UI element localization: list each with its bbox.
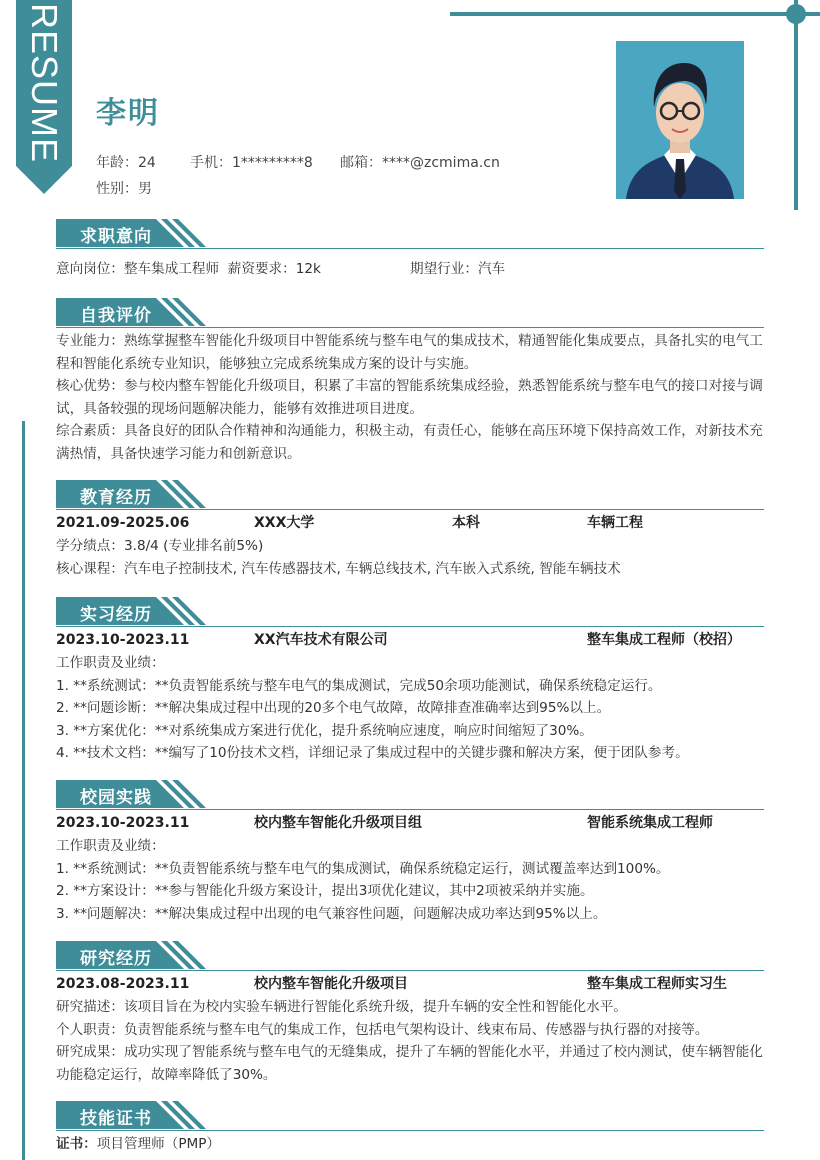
school-name: XXX大学 [254, 515, 315, 531]
research-line: 研究描述：该项目旨在为校内实验车辆进行智能化系统升级，提升车辆的安全性和智能化水平。 [56, 999, 627, 1015]
research-role: 整车集成工程师实习生 [587, 976, 727, 992]
education-body [56, 510, 764, 580]
resume-ribbon-text: RESUME [24, 2, 65, 163]
section-title: 技能证书 [80, 1109, 152, 1129]
section-campus-practice [56, 780, 764, 925]
left-divider-line [22, 421, 25, 1160]
internship-period: 2023.10-2023.11 [56, 632, 190, 648]
section-header [56, 597, 764, 627]
section-internship [56, 597, 764, 765]
eval-paragraph: 综合素质：具备良好的团队合作精神和沟通能力，积极主动，有责任心，能够在高压环境下保持高效工作，对新技术充满热情，具备快速学习能力和创新意识。 [56, 423, 763, 462]
desired-position: 意向岗位：整车集成工程师 [56, 261, 220, 277]
desired-industry: 期望行业：汽车 [410, 261, 506, 277]
top-divider-line [450, 12, 820, 16]
section-research [56, 941, 764, 1086]
eval-paragraph: 核心优势：参与校内整车智能化升级项目，积累了丰富的智能系统集成经验，熟悉智能系统与整车电气的接口对接与调试，具备较强的现场问题解决能力，能够有效推进项目进度。 [56, 378, 763, 417]
campus-body [56, 810, 764, 925]
section-title: 教育经历 [80, 488, 152, 508]
research-summary-row [56, 973, 764, 996]
education-summary-row [56, 512, 764, 535]
gpa-line: 学分绩点：3.8/4 (专业排名前5%) [56, 538, 264, 554]
eval-paragraph: 专业能力：熟练掌握整车智能化升级项目中智能系统与整车电气的集成技术，精通智能化集成要点，具备扎实的电气工程和智能化系统专业知识，能够独立完成系统集成方案的设计与实施。 [56, 333, 763, 372]
duty-item: 4. **技术文档：**编写了10份技术文档，详细记录了集成过程中的关键步骤和解决方案，便于团队参考。 [56, 745, 689, 761]
certificate-value: 项目管理师（PMP） [96, 1136, 221, 1152]
section-header [56, 480, 764, 510]
right-divider-line [794, 0, 798, 210]
research-line: 个人职责：负责智能系统与整车电气的集成工作，包括电气架构设计、线束布局、传感器与执行器的对接等。 [56, 1021, 709, 1038]
section-job-intent [56, 219, 764, 281]
research-line: 研究成果：成功实现了智能系统与整车电气的无缝集成，提升了车辆的智能化水平，并通过了校内测试，使车辆智能化功能稳定运行，故障率降低了30%。 [56, 1044, 763, 1083]
company-name: XX汽车技术有限公司 [254, 632, 388, 648]
section-education [56, 480, 764, 580]
candidate-name: 李明 [96, 96, 160, 131]
campus-period: 2023.10-2023.11 [56, 815, 190, 831]
duty-heading: 工作职责及业绩： [56, 655, 165, 671]
duty-item: 2. **问题诊断：**解决集成过程中出现的20多个电气故障，故障排查准确率达到95%以上。 [56, 700, 611, 716]
section-header [56, 941, 764, 971]
section-header [56, 219, 764, 249]
section-skills [56, 1101, 764, 1156]
section-header [56, 1101, 764, 1131]
phone-field: 手机：1*********8 [190, 155, 313, 171]
internship-body [56, 627, 764, 765]
internship-summary-row [56, 629, 764, 652]
section-title: 校园实践 [80, 788, 152, 808]
duty-item: 1. **系统测试：**负责智能系统与整车电气的集成测试，确保系统稳定运行，测试覆盖率达到100%。 [56, 860, 670, 877]
project-name: 校内整车智能化升级项目 [254, 976, 408, 992]
major: 车辆工程 [587, 515, 643, 531]
gender-field: 性别：男 [96, 181, 152, 197]
section-title: 研究经历 [80, 949, 152, 969]
courses-line: 核心课程：汽车电子控制技术, 汽车传感器技术, 车辆总线技术, 汽车嵌入式系统, 智能车辆技术 [56, 560, 621, 577]
campus-summary-row [56, 812, 764, 835]
duty-item: 3. **问题解决：**解决集成过程中出现的电气兼容性问题，问题解决成功率达到95%以上。 [56, 905, 607, 922]
internship-role: 整车集成工程师（校招） [587, 632, 741, 648]
skills-body [56, 1131, 764, 1156]
education-period: 2021.09-2025.06 [56, 515, 190, 531]
basic-info-row-2 [96, 178, 182, 198]
research-body [56, 971, 764, 1086]
organization-name: 校内整车智能化升级项目组 [254, 815, 422, 831]
self-evaluation-body [56, 328, 764, 465]
basic-info-row-1 [96, 152, 530, 172]
degree: 本科 [452, 515, 480, 531]
duty-heading: 工作职责及业绩： [56, 838, 165, 854]
age-field: 年龄：24 [96, 155, 156, 171]
job-intent-body [56, 249, 764, 281]
section-title: 求职意向 [80, 227, 152, 247]
section-header [56, 780, 764, 810]
corner-dot [786, 4, 806, 24]
certificate-label: 证书： [56, 1136, 97, 1152]
campus-role: 智能系统集成工程师 [587, 815, 713, 831]
duty-item: 3. **方案优化：**对系统集成方案进行优化，提升系统响应速度，响应时间缩短了30%。 [56, 722, 593, 739]
salary-expectation: 薪资要求：12k [227, 261, 321, 277]
section-title: 自我评价 [80, 306, 152, 326]
certificate-line [56, 1133, 764, 1156]
email-field: 邮箱：****@zcmima.cn [340, 155, 500, 171]
duty-item: 1. **系统测试：**负责智能系统与整车电气的集成测试，完成50余项功能测试，确保系统稳定运行。 [56, 677, 662, 694]
profile-photo [616, 41, 744, 199]
section-title: 实习经历 [80, 605, 152, 625]
duty-item: 2. **方案设计：**参与智能化升级方案设计，提出3项优化建议，其中2项被采纳并实施。 [56, 883, 594, 899]
section-self-evaluation [56, 298, 764, 465]
research-period: 2023.08-2023.11 [56, 976, 190, 992]
section-header [56, 298, 764, 328]
